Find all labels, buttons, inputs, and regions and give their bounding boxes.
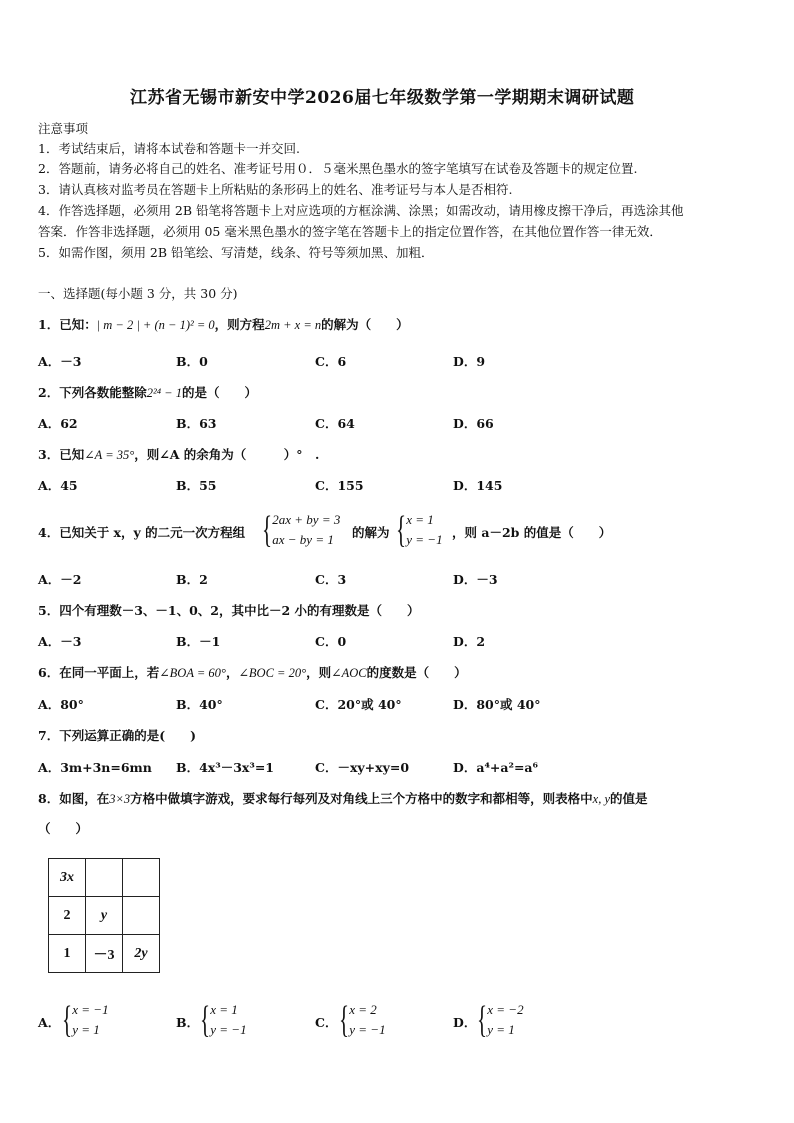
question-5: 5．四个有理数－3、－1、0、2，其中比－2 小的有理数是（ ） — [38, 603, 420, 618]
notice-item-3: 3．请认真核对监考员在答题卡上所粘贴的条形码上的姓名、准考证号与本人是否相符. — [38, 182, 513, 197]
q3-option-b: B．55 — [176, 478, 217, 493]
magic-square-grid — [48, 858, 160, 973]
q4-sol2: y = −1 — [406, 532, 443, 547]
q4-eq1: 2ax + by = 3 — [272, 512, 341, 527]
q1-mid: ，则方程 — [214, 317, 265, 332]
q2-option-a: A．62 — [38, 416, 78, 431]
question-6 — [38, 665, 467, 681]
q8-option-a-label: A． — [38, 1015, 61, 1030]
q3-math: ∠A = 35° — [84, 448, 135, 462]
q8-b-row1: x = 1 — [210, 1002, 238, 1017]
q8-line2: （ ） — [38, 821, 89, 836]
q4-pre: 4．已知关于 x，y 的二元一次方程组 — [38, 525, 246, 540]
notice-item-1: 1．考试结束后，请将本试卷和答题卡一并交回. — [38, 141, 300, 156]
question-3 — [38, 447, 319, 463]
q4-solution-system — [396, 510, 443, 550]
q4-equation-system — [262, 510, 340, 550]
q4-mid: 的解为 — [352, 525, 390, 540]
page-title: 江苏省无锡市新安中学2026届七年级数学第一学期期末调研试题 — [130, 88, 635, 108]
q8-pre: 8．如图，在 — [38, 791, 110, 806]
question-8 — [38, 791, 648, 807]
grid-cell: 2y — [123, 935, 160, 973]
q8-post: 的值是 — [610, 791, 648, 806]
q8-option-a-system — [62, 1000, 109, 1040]
q2-option-b: B．63 — [176, 416, 217, 431]
q2-post: 的是（ ） — [181, 385, 257, 400]
grid-cell — [86, 859, 123, 897]
question-2 — [38, 385, 257, 401]
section-heading: 一、选择题(每小题 3 分，共 30 分) — [38, 286, 238, 301]
q1-post: 的解为（ ） — [321, 317, 409, 332]
q3-option-a: A．45 — [38, 478, 78, 493]
q6-post: 的度数是（ ） — [366, 665, 467, 680]
q6-pre: 6．在同一平面上，若 — [38, 665, 160, 680]
q2-pre: 2．下列各数能整除 — [38, 385, 147, 400]
q8-c-row1: x = 2 — [349, 1002, 377, 1017]
q1-option-c: C．6 — [315, 354, 347, 369]
q6-option-d: D．80°或 40° — [453, 697, 541, 712]
q4-eq2: ax − by = 1 — [272, 532, 334, 547]
q6-option-b: B．40° — [176, 697, 223, 712]
notice-item-4-cont: 答案．作答非选择题，必须用 05 毫米黑色墨水的签字笔在答题卡上的指定位置作答，在其他位置作答一律无效． — [38, 224, 662, 239]
brace-icon: { — [396, 509, 407, 551]
q8-mid: 方格中做填字游戏，要求每行每列及对角线上三个方格中的数字和都相等，则表格中 — [130, 791, 593, 806]
q7-option-a: A．3m+3n=6mn — [38, 760, 152, 775]
q8-option-d-label: D． — [453, 1015, 477, 1030]
q1-option-d: D．9 — [453, 354, 486, 369]
q8-a-row1: x = −1 — [72, 1002, 109, 1017]
notice-item-5: 5．如需作图，须用 2B 铅笔绘、写清楚，线条、符号等须加黑、加粗． — [38, 245, 434, 260]
q3-option-d: D．145 — [453, 478, 503, 493]
q1-math-condition: | m − 2 | + (n − 1)² = 0 — [96, 318, 215, 332]
q8-d-row2: y = 1 — [487, 1022, 515, 1037]
q8-option-c-label: C． — [315, 1015, 338, 1030]
q7-option-d: D．a⁴+a²=a⁶ — [453, 760, 539, 775]
q3-post: ，则∠A 的余角为（ ）° . — [134, 447, 320, 462]
grid-cell: y — [86, 897, 123, 935]
question-7: 7．下列运算正确的是( ) — [38, 728, 197, 743]
brace-icon: { — [200, 999, 211, 1041]
q8-math-grid-size: 3×3 — [109, 792, 131, 806]
q8-option-b-system — [200, 1000, 247, 1040]
grid-cell: 1 — [49, 935, 86, 973]
grid-cell: 3x — [49, 859, 86, 897]
q1-math-equation: 2m + x = n — [264, 318, 322, 332]
question-1 — [38, 317, 409, 333]
notice-heading: 注意事项 — [38, 121, 89, 136]
q6-option-c: C．20°或 40° — [315, 697, 402, 712]
q6-math-boc: ∠BOC = 20° — [238, 666, 307, 680]
q1-option-a: A．－3 — [38, 354, 82, 369]
q6-sep: ， — [225, 665, 239, 680]
q8-option-b-label: B． — [176, 1015, 200, 1030]
q8-math-xy: x, y — [592, 792, 611, 806]
q6-math-aoc: ∠AOC — [331, 666, 367, 680]
q5-option-a: A．－3 — [38, 634, 82, 649]
q4-sol1: x = 1 — [406, 512, 434, 527]
q6-math-boa: ∠BOA = 60° — [159, 666, 226, 680]
q8-a-row2: y = 1 — [72, 1022, 100, 1037]
q1-option-b: B．0 — [176, 354, 208, 369]
q3-pre: 3．已知 — [38, 447, 85, 462]
q6-option-a: A．80° — [38, 697, 84, 712]
q8-option-d-system — [477, 1000, 524, 1040]
q7-option-b: B．4x³－3x³=1 — [176, 760, 274, 775]
q5-option-b: B．－1 — [176, 634, 221, 649]
brace-icon: { — [262, 509, 273, 551]
q2-option-c: C．64 — [315, 416, 355, 431]
q5-option-c: C．0 — [315, 634, 347, 649]
q4-option-b: B．2 — [176, 572, 208, 587]
q4-post: ，则 a－2b 的值是（ ） — [452, 525, 612, 540]
q8-c-row2: y = −1 — [349, 1022, 386, 1037]
grid-cell — [123, 897, 160, 935]
notice-item-4: 4．作答选择题，必须用 2B 铅笔将答题卡上对应选项的方框涂满、涂黑；如需改动，请用橡皮擦干净后，再选涂其他 — [38, 203, 684, 218]
q4-option-d: D．－3 — [453, 572, 498, 587]
q2-math: 2²⁴ − 1 — [146, 386, 182, 400]
q8-d-row1: x = −2 — [487, 1002, 524, 1017]
q4-option-a: A．－2 — [38, 572, 82, 587]
q8-option-c-system — [339, 1000, 386, 1040]
q5-option-d: D．2 — [453, 634, 486, 649]
q4-option-c: C．3 — [315, 572, 347, 587]
brace-icon: { — [62, 999, 73, 1041]
q3-option-c: C．155 — [315, 478, 364, 493]
q6-mid: ，则 — [306, 665, 332, 680]
grid-cell: 2 — [49, 897, 86, 935]
grid-cell: －3 — [86, 935, 123, 973]
notice-item-2: 2．答题前，请务必将自己的姓名、准考证号用０．５毫米黑色墨水的签字笔填写在试卷及答题卡的规定位置. — [38, 161, 638, 176]
q2-option-d: D．66 — [453, 416, 494, 431]
brace-icon: { — [339, 999, 350, 1041]
grid-cell — [123, 859, 160, 897]
brace-icon: { — [477, 999, 488, 1041]
q7-option-c: C．－xy+xy=0 — [315, 760, 410, 775]
q8-b-row2: y = −1 — [210, 1022, 247, 1037]
q1-pre: 1．已知： — [38, 317, 97, 332]
